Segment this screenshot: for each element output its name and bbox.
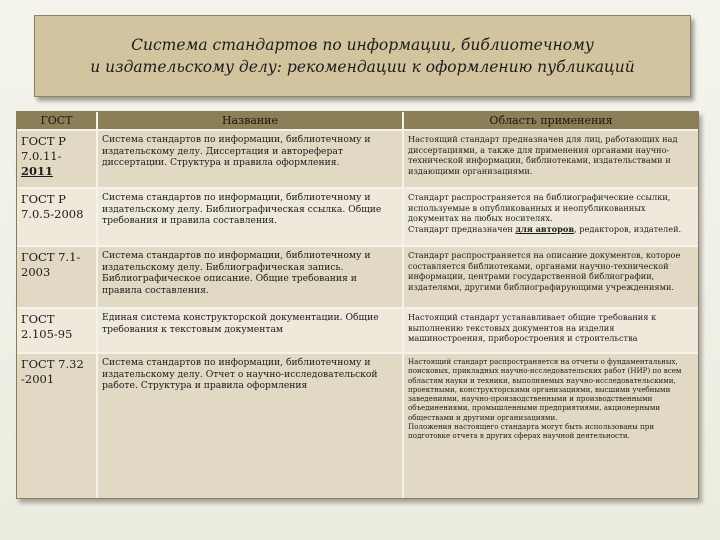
title-banner xyxy=(34,15,691,97)
gost-cell: ГОСТ 7.1-2003 xyxy=(17,246,97,308)
table-row xyxy=(17,130,698,188)
name-cell: Единая система конструкторской документации. Общие требования к текстовым документам xyxy=(97,308,403,353)
header-gost: ГОСТ xyxy=(17,112,97,130)
name-cell: Система стандартов по информации, библиотечному и издательскому делу. Отчет о научно-исследовательской работе. Структура и правила оформления xyxy=(97,353,403,498)
header-scope: Область применения xyxy=(403,112,698,130)
title-line-2: и издательскому делу: рекомендации к оформлению публикаций xyxy=(90,58,635,76)
table-row xyxy=(17,353,698,498)
gost-cell: ГОСТ Р 7.0.5-2008 xyxy=(17,188,97,246)
gost-cell: ГОСТ 7.32 -2001 xyxy=(17,353,97,498)
scope-text: Настоящий стандарт распространяется на отчеты о фундаментальных, поисковых, прикладных научно-исследовательских работ (НИР) по всем областям науки и техники, выполняемых научно-исследовательскими, проектными, конструкторскими организациями, высшими учебными заведениями, научно-производственными и производственными объединениями, промышленными предприятиями, акционерными обществами и другими организациями. xyxy=(408,357,682,422)
header-name: Название xyxy=(97,112,403,130)
name-cell: Система стандартов по информации, библиотечному и издательскому делу. Библиографическая ссылка. Общие требования и правила составления. xyxy=(97,188,403,246)
scope-cell: Стандарт распространяется на описание документов, которое составляется библиотеками, органами научно-технической информации, центрами государственной библиографии, издателями, другими библиографирующими учреждениями. xyxy=(403,246,698,308)
scope-text: , редакторов, издателей. xyxy=(574,223,682,234)
scope-text: Положения настоящего стандарта могут быть использованы при подготовке отчета в других сферах научной деятельности. xyxy=(408,422,655,441)
gost-code: ГОСТ Р 7.0.11- xyxy=(21,134,66,163)
scope-text: Стандарт предназначен xyxy=(408,223,516,234)
table-header-row xyxy=(17,112,698,130)
scope-cell: Настоящий стандарт устанавливает общие требования к выполнению текстовых документов на изделия машиностроения, приборостроения и строительства xyxy=(403,308,698,353)
gost-cell xyxy=(17,130,97,188)
scope-text: Стандарт распространяется на библиографические ссылки, используемые в опубликованных и неопубликованных документах на любых носителях. xyxy=(408,192,671,224)
standards-table xyxy=(16,111,699,499)
table-row xyxy=(17,188,698,246)
scope-emphasis: для авторов xyxy=(515,223,575,234)
name-cell: Система стандартов по информации, библиотечному и издательскому делу. Библиографическая запись. Библиографическое описание. Общие требования и правила составления. xyxy=(97,246,403,308)
scope-cell xyxy=(403,353,698,498)
gost-cell: ГОСТ 2.105-95 xyxy=(17,308,97,353)
table-row xyxy=(17,246,698,308)
scope-cell: Настоящий стандарт предназначен для лиц, работающих над диссертациями, а также для применения органами научно-технической информации, библиотеками, издательствами и издающими организациями. xyxy=(403,130,698,188)
gost-year: 2011 xyxy=(21,164,54,178)
title-line-1: Система стандартов по информации, библиотечному xyxy=(131,36,594,54)
scope-cell xyxy=(403,188,698,246)
name-cell: Система стандартов по информации, библиотечному и издательскому делу. Диссертация и автореферат диссертации. Структура и правила оформления. xyxy=(97,130,403,188)
table-row xyxy=(17,308,698,353)
